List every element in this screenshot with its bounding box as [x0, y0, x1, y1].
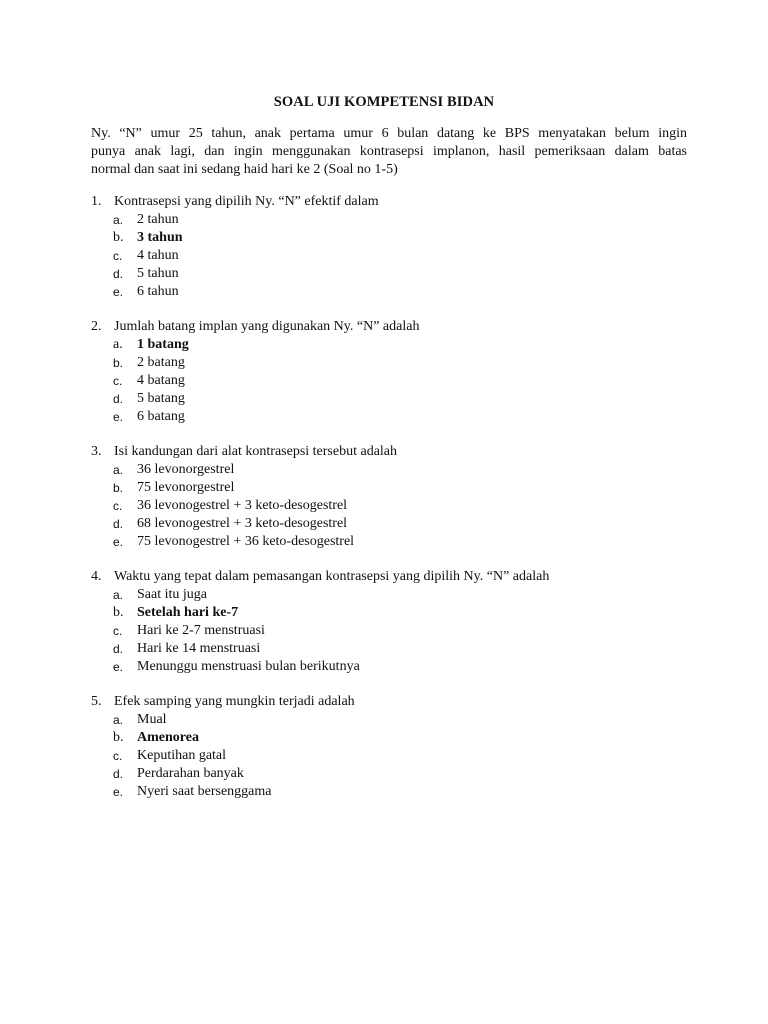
option-text: 5 batang [137, 391, 185, 406]
option-letter: d. [113, 767, 124, 781]
option-text: Hari ke 2-7 menstruasi [137, 623, 265, 638]
option-text: Saat itu juga [137, 587, 207, 602]
intro-line: punya anak lagi, dan ingin menggunakan kontrasepsi implanon, hasil pemeriksaan dalam batas [91, 144, 687, 159]
answer-option [91, 729, 711, 747]
option-text: 75 levonorgestrel [137, 480, 235, 495]
answer-option [91, 747, 711, 765]
answer-option [91, 247, 711, 265]
option-text-correct: 1 batang [137, 337, 189, 352]
option-text-correct: 3 tahun [137, 230, 183, 245]
answer-option [91, 640, 711, 658]
option-text: 36 levonogestrel + 3 keto-desogestrel [137, 498, 348, 513]
option-letter: e. [113, 660, 124, 674]
question-1 [91, 193, 711, 301]
option-letter: a. [113, 713, 124, 727]
answer-option [91, 265, 711, 283]
answer-option [91, 372, 711, 390]
option-letter: b. [113, 605, 124, 620]
question-text: Kontrasepsi yang dipilih Ny. “N” efektif dalam [114, 194, 379, 209]
question-text: Isi kandungan dari alat kontrasepsi tersebut adalah [114, 444, 398, 459]
question-number: 4. [91, 569, 102, 584]
intro-line: Ny. “N” umur 25 tahun, anak pertama umur 6 bulan datang ke BPS menyatakan belum ingin [91, 126, 687, 141]
option-letter: a. [113, 213, 124, 227]
option-text: Nyeri saat bersenggama [137, 784, 272, 799]
option-text-correct: Setelah hari ke-7 [137, 605, 239, 620]
option-text: 6 tahun [137, 284, 179, 299]
answer-option [91, 229, 711, 247]
answer-option [91, 497, 711, 515]
option-letter: e. [113, 410, 124, 424]
question-text: Efek samping yang mungkin terjadi adalah [114, 694, 355, 709]
option-text-correct: Amenorea [137, 730, 199, 745]
question-number: 2. [91, 319, 102, 334]
option-text: Menunggu menstruasi bulan berikutnya [137, 659, 360, 674]
answer-option [91, 283, 711, 301]
option-text: Keputihan gatal [137, 748, 227, 763]
question-3 [91, 443, 711, 551]
option-letter: c. [113, 749, 123, 763]
option-list [91, 586, 711, 676]
option-letter: e. [113, 785, 124, 799]
option-letter: d. [113, 642, 124, 656]
option-text: Hari ke 14 menstruasi [137, 641, 261, 656]
option-letter: c. [113, 624, 123, 638]
answer-option [91, 765, 711, 783]
answer-option [91, 783, 711, 801]
question-stem [91, 568, 711, 586]
option-letter: c. [113, 499, 123, 513]
question-4 [91, 568, 711, 676]
answer-option [91, 604, 711, 622]
option-list [91, 461, 711, 551]
question-2 [91, 318, 711, 426]
option-letter: b. [113, 730, 124, 745]
question-stem [91, 693, 711, 711]
question-stem [91, 318, 711, 336]
option-text: 36 levonorgestrel [137, 462, 235, 477]
question-number: 1. [91, 194, 102, 209]
page-title: SOAL UJI KOMPETENSI BIDAN [273, 94, 495, 110]
option-letter: b. [113, 356, 124, 370]
option-letter: b. [113, 230, 124, 245]
question-number: 5. [91, 694, 102, 709]
option-text: 2 tahun [137, 212, 179, 227]
option-text: 68 levonogestrel + 3 keto-desogestrel [137, 516, 348, 531]
answer-option [91, 533, 711, 551]
option-letter: c. [113, 249, 123, 263]
option-letter: a. [113, 588, 124, 602]
option-letter: c. [113, 374, 123, 388]
answer-option [91, 711, 711, 729]
option-text: Perdarahan banyak [137, 766, 244, 781]
option-text: Mual [137, 712, 167, 727]
option-text: 4 tahun [137, 248, 179, 263]
answer-option [91, 354, 711, 372]
answer-option [91, 586, 711, 604]
answer-option [91, 658, 711, 676]
option-letter: e. [113, 535, 124, 549]
answer-option [91, 479, 711, 497]
option-letter: e. [113, 285, 124, 299]
option-text: 4 batang [137, 373, 185, 388]
option-list [91, 711, 711, 801]
question-number: 3. [91, 444, 102, 459]
answer-option [91, 622, 711, 640]
option-letter: d. [113, 517, 124, 531]
answer-option [91, 211, 711, 229]
answer-option [91, 336, 711, 354]
option-text: 5 tahun [137, 266, 179, 281]
answer-option [91, 390, 711, 408]
answer-option [91, 461, 711, 479]
intro-paragraph [91, 125, 687, 179]
option-letter: a. [113, 463, 124, 477]
option-list [91, 336, 711, 426]
question-stem [91, 443, 711, 461]
question-5 [91, 693, 711, 801]
option-text: 75 levonogestrel + 36 keto-desogestrel [137, 534, 355, 549]
answer-option [91, 408, 711, 426]
intro-line: normal dan saat ini sedang haid hari ke 2 (Soal no 1-5) [91, 162, 398, 177]
question-text: Waktu yang tepat dalam pemasangan kontrasepsi yang dipilih Ny. “N” adalah [114, 569, 550, 584]
option-text: 6 batang [137, 409, 185, 424]
option-list [91, 211, 711, 301]
option-letter: b. [113, 481, 124, 495]
question-stem [91, 193, 711, 211]
option-letter: a. [113, 337, 123, 352]
option-letter: d. [113, 267, 124, 281]
answer-option [91, 515, 711, 533]
question-text: Jumlah batang implan yang digunakan Ny. “N” adalah [114, 319, 420, 334]
option-letter: d. [113, 392, 124, 406]
option-text: 2 batang [137, 355, 185, 370]
